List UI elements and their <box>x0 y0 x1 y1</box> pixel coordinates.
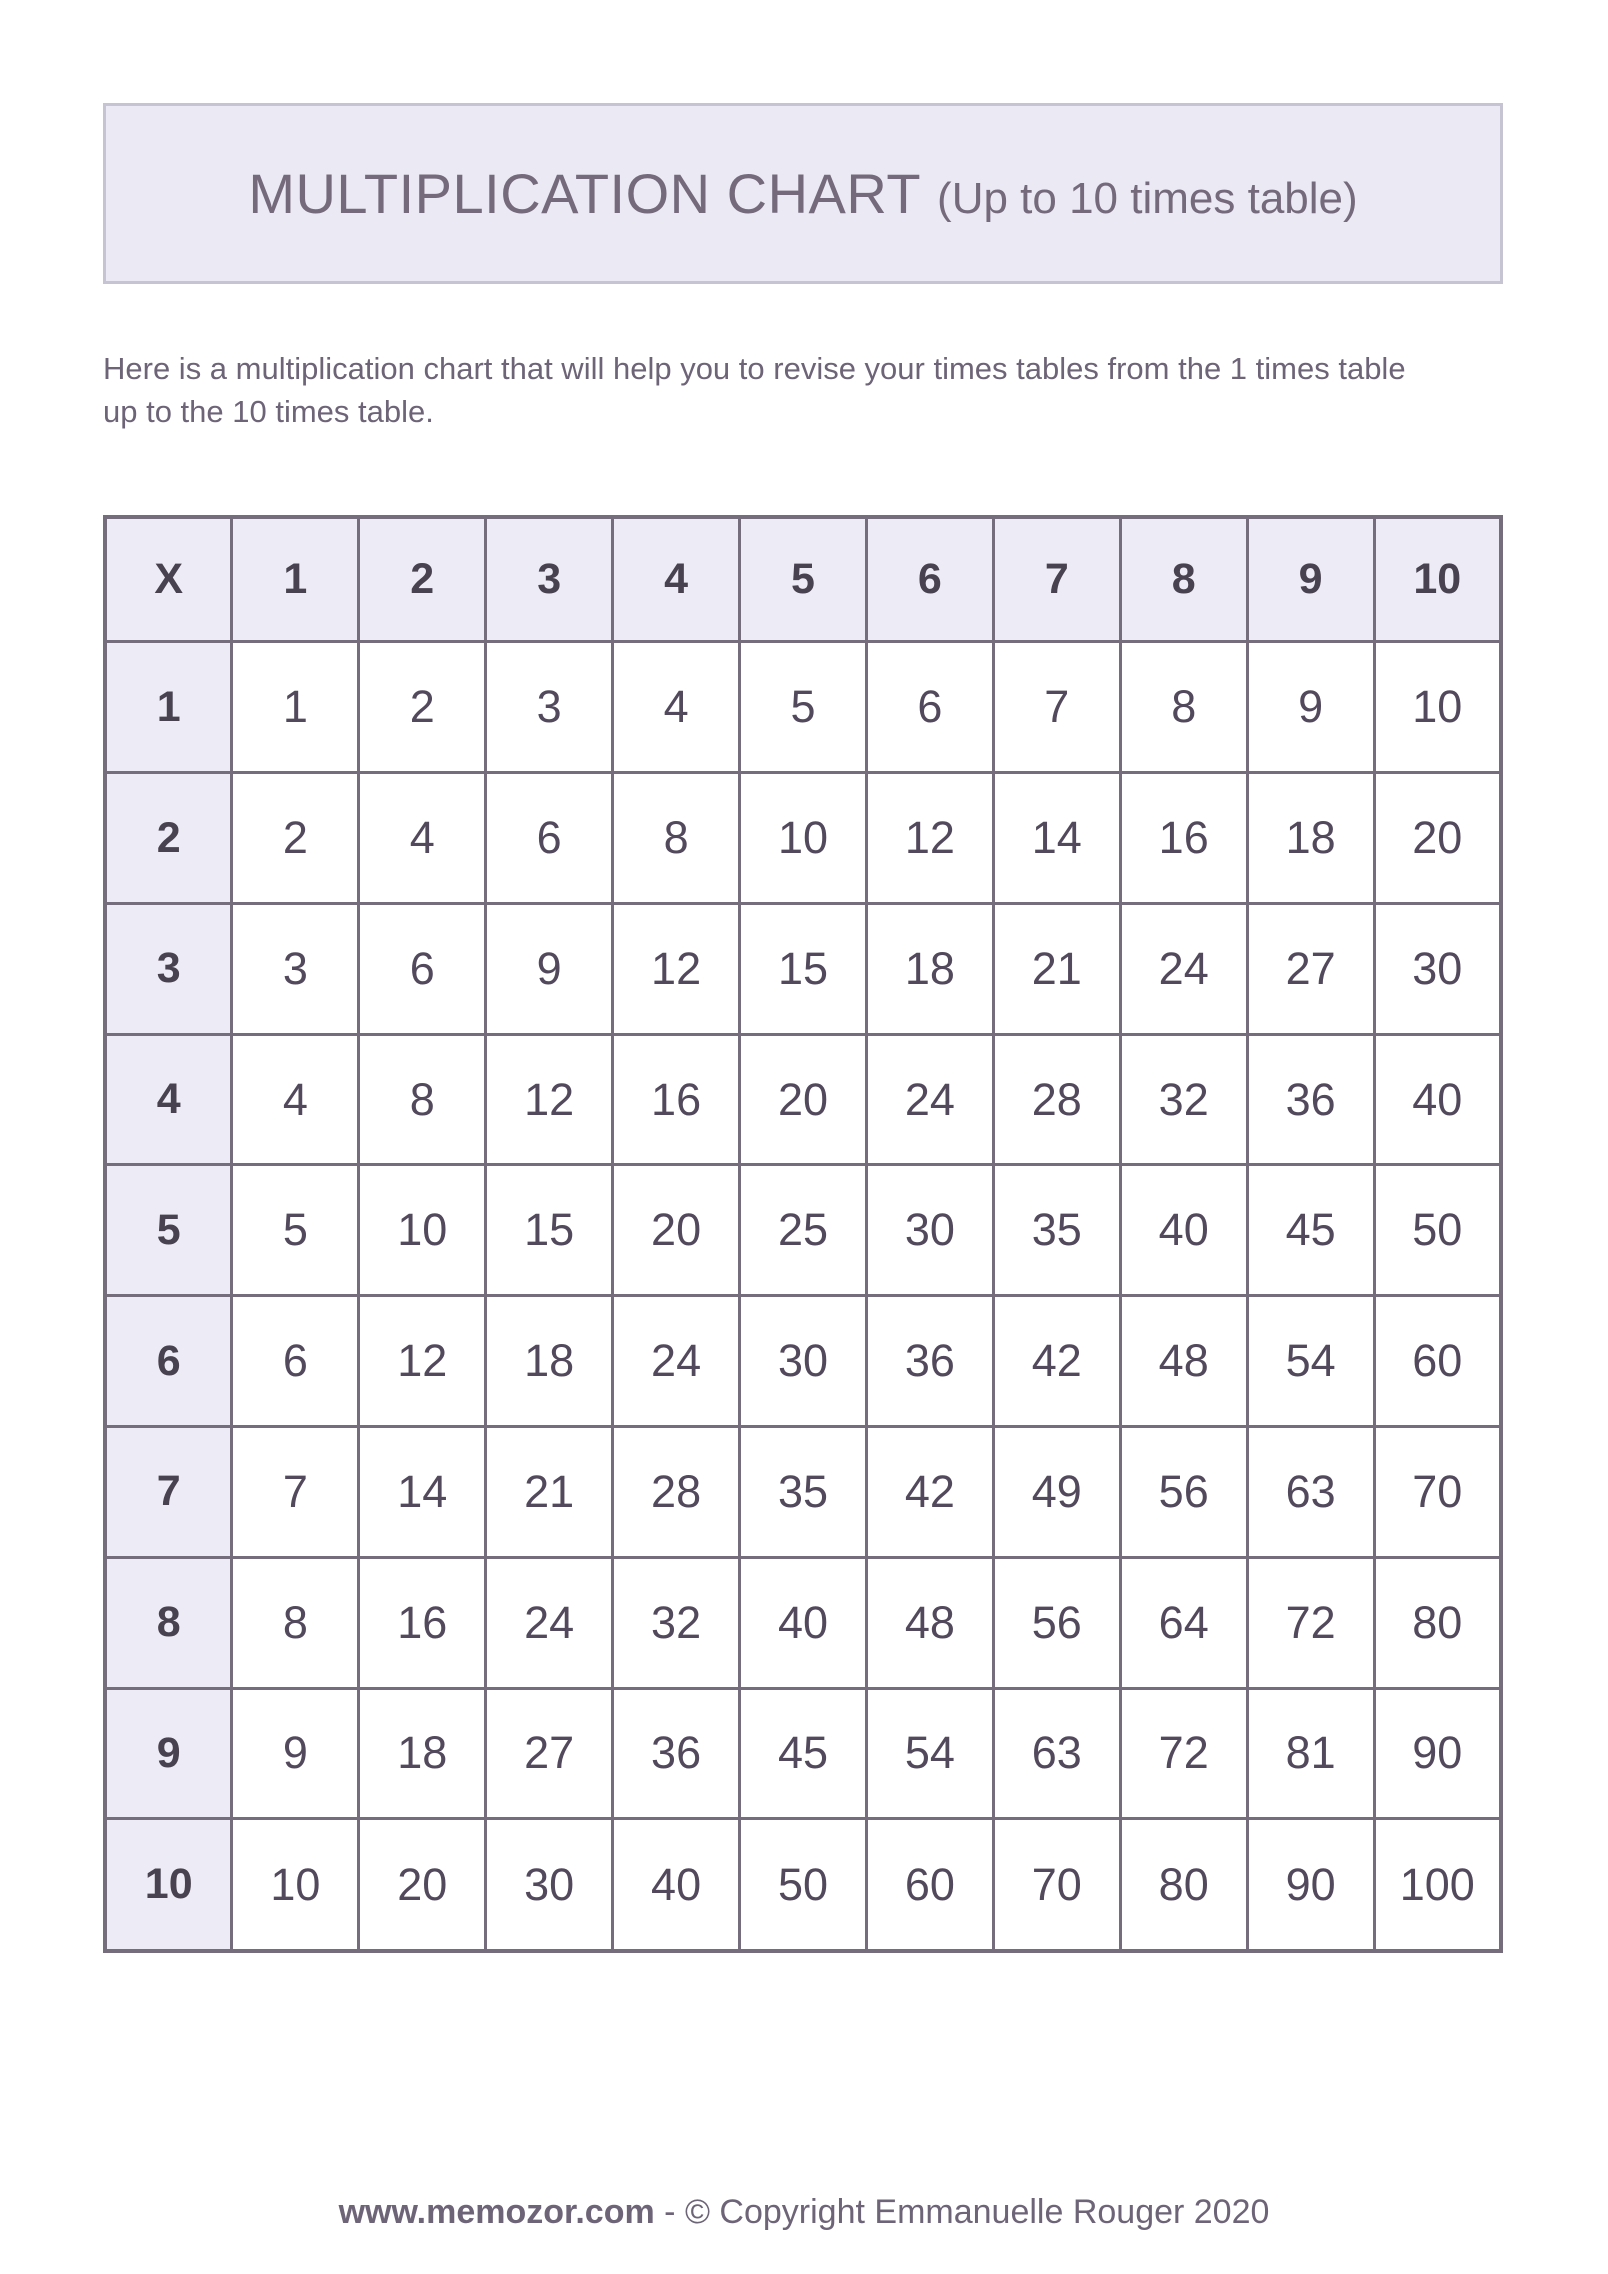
product-cell: 35 <box>740 1427 867 1558</box>
product-cell: 7 <box>232 1427 359 1558</box>
column-header-cell: 2 <box>359 517 486 642</box>
table-row <box>105 773 1501 904</box>
product-cell: 60 <box>1374 1296 1501 1427</box>
page-title-main: MULTIPLICATION CHART <box>248 162 922 225</box>
product-cell: 80 <box>1374 1557 1501 1688</box>
product-cell: 10 <box>740 773 867 904</box>
column-header-cell: 10 <box>1374 517 1501 642</box>
product-cell: 64 <box>1120 1557 1247 1688</box>
product-cell: 24 <box>486 1557 613 1688</box>
product-cell: 42 <box>866 1427 993 1558</box>
product-cell: 36 <box>613 1688 740 1819</box>
product-cell: 30 <box>1374 903 1501 1034</box>
footer-site-name: www.memozor.com <box>338 2193 655 2231</box>
product-cell: 50 <box>1374 1165 1501 1296</box>
product-cell: 80 <box>1120 1819 1247 1951</box>
product-cell: 9 <box>232 1688 359 1819</box>
row-header-cell: 2 <box>105 773 232 904</box>
product-cell: 8 <box>359 1034 486 1165</box>
product-cell: 1 <box>232 642 359 773</box>
column-header-cell: 1 <box>232 517 359 642</box>
product-cell: 8 <box>232 1557 359 1688</box>
product-cell: 28 <box>613 1427 740 1558</box>
product-cell: 10 <box>232 1819 359 1951</box>
product-cell: 20 <box>359 1819 486 1951</box>
product-cell: 100 <box>1374 1819 1501 1951</box>
product-cell: 20 <box>613 1165 740 1296</box>
product-cell: 90 <box>1247 1819 1374 1951</box>
product-cell: 21 <box>486 1427 613 1558</box>
product-cell: 10 <box>1374 642 1501 773</box>
product-cell: 24 <box>1120 903 1247 1034</box>
multiplication-table-body <box>105 517 1501 1951</box>
product-cell: 30 <box>486 1819 613 1951</box>
product-cell: 32 <box>613 1557 740 1688</box>
footer <box>0 2193 1608 2232</box>
table-row <box>105 1034 1501 1165</box>
column-header-cell: 8 <box>1120 517 1247 642</box>
table-row <box>105 642 1501 773</box>
product-cell: 6 <box>232 1296 359 1427</box>
product-cell: 20 <box>740 1034 867 1165</box>
product-cell: 54 <box>866 1688 993 1819</box>
product-cell: 36 <box>1247 1034 1374 1165</box>
product-cell: 4 <box>359 773 486 904</box>
product-cell: 15 <box>486 1165 613 1296</box>
product-cell: 27 <box>486 1688 613 1819</box>
row-header-cell: 5 <box>105 1165 232 1296</box>
product-cell: 49 <box>993 1427 1120 1558</box>
product-cell: 42 <box>993 1296 1120 1427</box>
page-title <box>248 161 1357 226</box>
product-cell: 72 <box>1120 1688 1247 1819</box>
product-cell: 54 <box>1247 1296 1374 1427</box>
column-header-cell: 6 <box>866 517 993 642</box>
product-cell: 27 <box>1247 903 1374 1034</box>
table-corner-cell: X <box>105 517 232 642</box>
product-cell: 12 <box>613 903 740 1034</box>
product-cell: 24 <box>866 1034 993 1165</box>
table-row <box>105 1688 1501 1819</box>
column-header-cell: 4 <box>613 517 740 642</box>
product-cell: 12 <box>866 773 993 904</box>
row-header-cell: 4 <box>105 1034 232 1165</box>
column-header-cell: 7 <box>993 517 1120 642</box>
row-header-cell: 1 <box>105 642 232 773</box>
product-cell: 6 <box>486 773 613 904</box>
product-cell: 30 <box>740 1296 867 1427</box>
table-header-row <box>105 517 1501 642</box>
product-cell: 16 <box>359 1557 486 1688</box>
column-header-cell: 9 <box>1247 517 1374 642</box>
product-cell: 8 <box>1120 642 1247 773</box>
product-cell: 30 <box>866 1165 993 1296</box>
table-row <box>105 1296 1501 1427</box>
row-header-cell: 6 <box>105 1296 232 1427</box>
product-cell: 40 <box>613 1819 740 1951</box>
product-cell: 9 <box>1247 642 1374 773</box>
product-cell: 14 <box>993 773 1120 904</box>
row-header-cell: 7 <box>105 1427 232 1558</box>
product-cell: 10 <box>359 1165 486 1296</box>
column-header-cell: 3 <box>486 517 613 642</box>
row-header-cell: 3 <box>105 903 232 1034</box>
product-cell: 40 <box>1374 1034 1501 1165</box>
product-cell: 18 <box>359 1688 486 1819</box>
product-cell: 60 <box>866 1819 993 1951</box>
intro-text: Here is a multiplication chart that will help you to revise your times tables from the 1 times table up to the 10 times table. <box>103 351 1406 429</box>
product-cell: 6 <box>866 642 993 773</box>
product-cell: 3 <box>232 903 359 1034</box>
product-cell: 18 <box>866 903 993 1034</box>
product-cell: 24 <box>613 1296 740 1427</box>
row-header-cell: 8 <box>105 1557 232 1688</box>
table-row <box>105 1557 1501 1688</box>
product-cell: 7 <box>993 642 1120 773</box>
product-cell: 4 <box>232 1034 359 1165</box>
product-cell: 56 <box>993 1557 1120 1688</box>
product-cell: 6 <box>359 903 486 1034</box>
product-cell: 28 <box>993 1034 1120 1165</box>
product-cell: 40 <box>740 1557 867 1688</box>
product-cell: 70 <box>1374 1427 1501 1558</box>
product-cell: 63 <box>1247 1427 1374 1558</box>
multiplication-table <box>103 515 1503 1953</box>
product-cell: 8 <box>613 773 740 904</box>
product-cell: 50 <box>740 1819 867 1951</box>
product-cell: 45 <box>1247 1165 1374 1296</box>
product-cell: 81 <box>1247 1688 1374 1819</box>
product-cell: 20 <box>1374 773 1501 904</box>
product-cell: 12 <box>486 1034 613 1165</box>
product-cell: 21 <box>993 903 1120 1034</box>
product-cell: 48 <box>866 1557 993 1688</box>
product-cell: 25 <box>740 1165 867 1296</box>
table-row <box>105 1819 1501 1951</box>
table-row <box>105 1427 1501 1558</box>
row-header-cell: 10 <box>105 1819 232 1951</box>
product-cell: 70 <box>993 1819 1120 1951</box>
product-cell: 18 <box>486 1296 613 1427</box>
product-cell: 4 <box>613 642 740 773</box>
product-cell: 18 <box>1247 773 1374 904</box>
product-cell: 3 <box>486 642 613 773</box>
product-cell: 72 <box>1247 1557 1374 1688</box>
product-cell: 32 <box>1120 1034 1247 1165</box>
product-cell: 90 <box>1374 1688 1501 1819</box>
page-title-suffix: (Up to 10 times table) <box>937 174 1358 223</box>
product-cell: 56 <box>1120 1427 1247 1558</box>
product-cell: 5 <box>232 1165 359 1296</box>
product-cell: 35 <box>993 1165 1120 1296</box>
product-cell: 36 <box>866 1296 993 1427</box>
table-row <box>105 1165 1501 1296</box>
product-cell: 2 <box>232 773 359 904</box>
product-cell: 9 <box>486 903 613 1034</box>
product-cell: 12 <box>359 1296 486 1427</box>
table-row <box>105 903 1501 1034</box>
product-cell: 40 <box>1120 1165 1247 1296</box>
product-cell: 2 <box>359 642 486 773</box>
product-cell: 63 <box>993 1688 1120 1819</box>
product-cell: 14 <box>359 1427 486 1558</box>
product-cell: 45 <box>740 1688 867 1819</box>
product-cell: 48 <box>1120 1296 1247 1427</box>
product-cell: 5 <box>740 642 867 773</box>
footer-copyright: © Copyright Emmanuelle Rouger 2020 <box>684 2193 1270 2231</box>
footer-separator: - <box>654 2193 685 2231</box>
product-cell: 16 <box>613 1034 740 1165</box>
product-cell: 15 <box>740 903 867 1034</box>
row-header-cell: 9 <box>105 1688 232 1819</box>
title-box <box>103 103 1503 284</box>
column-header-cell: 5 <box>740 517 867 642</box>
product-cell: 16 <box>1120 773 1247 904</box>
